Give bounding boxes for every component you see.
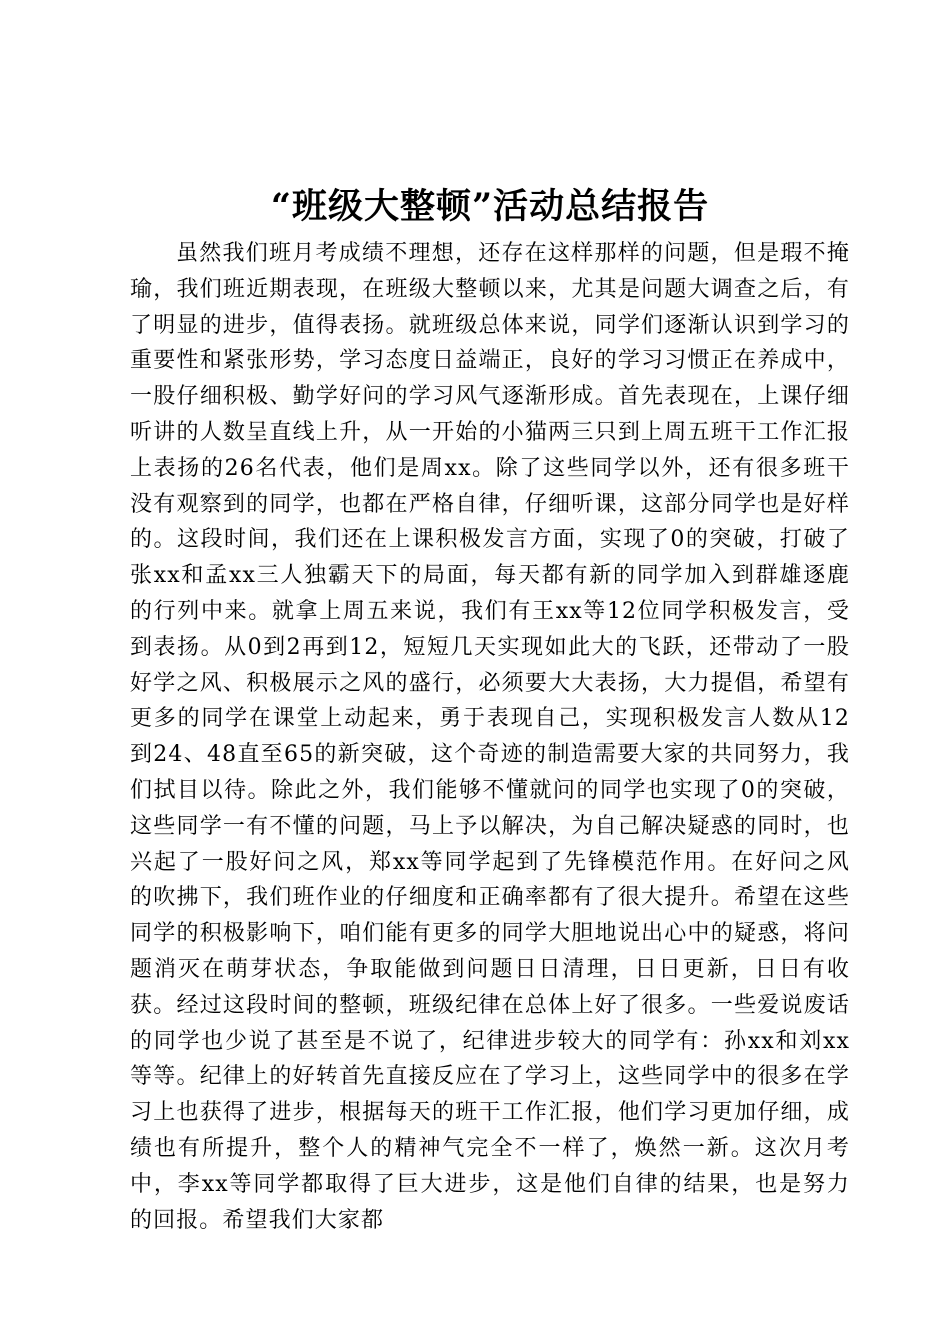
document-body-paragraph: 虽然我们班月考成绩不理想，还存在这样那样的问题，但是瑕不掩瑜，我们班近期表现，在班级大整顿以来，尤其是问题大调查之后，有了明显的进步，值得表扬。就班级总体来说，同学们逐渐认识到学习的重要性和紧张形势，学习态度日益端正，良好的学习习惯正在养成中，一股仔细积极、勤学好问的学习风气逐渐形成。首先表现在，上课仔细听讲的人数呈直线上升，从一开始的小猫两三只到上周五班干工作汇报上表扬的26名代表，他们是周xx。除了这些同学以外，还有很多班干没有观察到的同学，也都在严格自律，仔细听课，这部分同学也是好样的。这段时间，我们还在上课积极发言方面，实现了0的突破，打破了张xx和孟xx三人独霸天下的局面，每天都有新的同学加入到群雄逐鹿的行列中来。就拿上周五来说，我们有王xx等12位同学积极发言，受到表扬。从0到2再到12，短短几天实现如此大的飞跃，还带动了一股好学之风、积极展示之风的盛行，必须要大大表扬，大力提倡，希望有更多的同学在课堂上动起来，勇于表现自己，实现积极发言人数从12到24、48直至65的新突破，这个奇迹的制造需要大家的共同努力，我们拭目以待。除此之外，我们能够不懂就问的同学也实现了0的突破，这些同学一有不懂的问题，马上予以解决，为自己解决疑惑的同时，也兴起了一股好问之风，郑xx等同学起到了先锋模范作用。在好问之风的吹拂下，我们班作业的仔细度和正确率都有了很大提升。希望在这些同学的积极影响下，咱们能有更多的同学大胆地说出心中的疑惑，将问题消灭在萌芽状态，争取能做到问题日日清理，日日更新，日日有收获。经过这段时间的整顿，班级纪律在总体上好了很多。一些爱说废话的同学也少说了甚至是不说了，纪律进步较大的同学有：孙xx和刘xx等等。纪律上的好转首先直接反应在了学习上，这些同学中的很多在学习上也获得了进步，根据每天的班干工作汇报，他们学习更加仔细，成绩也有所提升，整个人的精神气完全不一样了，焕然一新。这次月考中，李xx等同学都取得了巨大进步，这是他们自律的结果，也是努力的回报。希望我们大家都 <box>130 241 850 1233</box>
document-title: “班级大整顿”活动总结报告 <box>270 186 710 227</box>
